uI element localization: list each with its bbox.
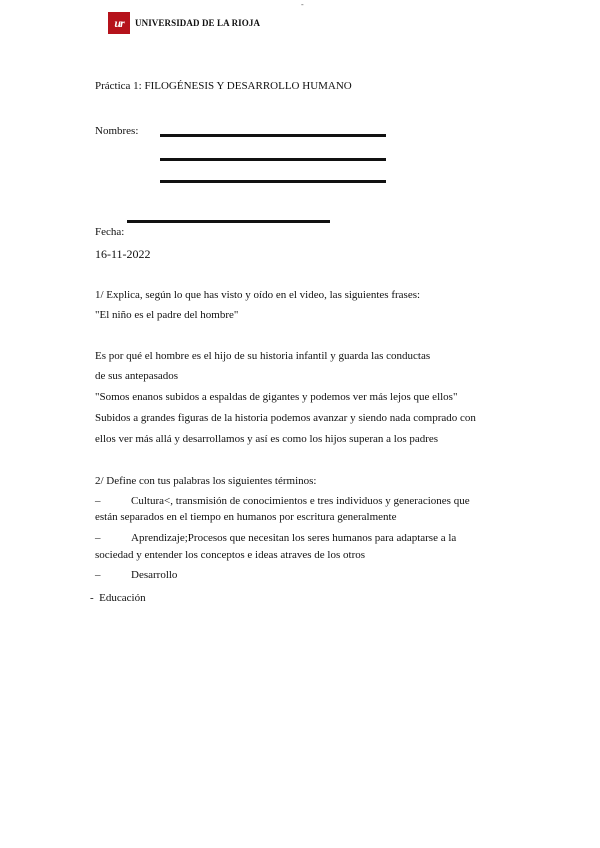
list-item <box>95 531 456 545</box>
q1-answer-1-line-1: Es por qué el hombre es el hijo de su historia infantil y guarda las conductas <box>95 350 431 362</box>
name-line-3[interactable] <box>160 180 386 183</box>
list-item-continuation: están separados en el tiempo en humanos por escritura generalmente <box>95 511 397 523</box>
list-item-educacion: - Educación <box>90 592 146 604</box>
list-item <box>95 494 470 508</box>
logo-text: UNIVERSIDAD DE LA RIOJA <box>135 18 261 28</box>
name-line-2[interactable] <box>160 158 386 161</box>
q1-quote-1: "El niño es el padre del hombre" <box>95 309 239 321</box>
fecha-label: Fecha: <box>95 226 125 238</box>
date-line[interactable] <box>127 220 330 223</box>
q1-prompt: 1/ Explica, según lo que has visto y oído en el video, las siguientes frases: <box>95 289 421 301</box>
fecha-value: 16-11-2022 <box>95 247 151 261</box>
list-bullet: – <box>95 569 101 581</box>
q1-quote-2: "Somos enanos subidos a espaldas de gigantes y podemos ver más lejos que ellos" <box>95 391 458 403</box>
list-bullet: – <box>95 532 101 544</box>
list-item-text: Cultura<, transmisión de conocimientos e tres individuos y generaciones que <box>131 495 470 507</box>
q2-prompt: 2/ Define con tus palabras los siguientes términos: <box>95 475 317 487</box>
university-logo <box>108 12 260 34</box>
name-line-1[interactable] <box>160 134 386 137</box>
q1-answer-1-line-2: de sus antepasados <box>95 370 179 382</box>
q1-answer-2-line-1: Subidos a grandes figuras de la historia podemos avanzar y siendo nada comprado con <box>95 412 476 424</box>
header-mark: - <box>301 0 304 9</box>
q1-answer-2-line-2: ellos ver más allá y desarrollamos y así es como los hijos superan a los padres <box>95 433 439 445</box>
nombres-label: Nombres: <box>95 125 139 137</box>
list-item-text: Aprendizaje;Procesos que necesitan los seres humanos para adaptarse a la <box>131 532 457 544</box>
list-item-continuation: sociedad y entender los conceptos e ideas atraves de los otros <box>95 549 366 561</box>
list-item <box>95 568 177 582</box>
logo-mark: ur <box>108 12 130 34</box>
list-item-text: Desarrollo <box>131 569 178 581</box>
document-title: Práctica 1: FILOGÉNESIS Y DESARROLLO HUMANO <box>95 80 352 92</box>
list-bullet: – <box>95 495 101 507</box>
